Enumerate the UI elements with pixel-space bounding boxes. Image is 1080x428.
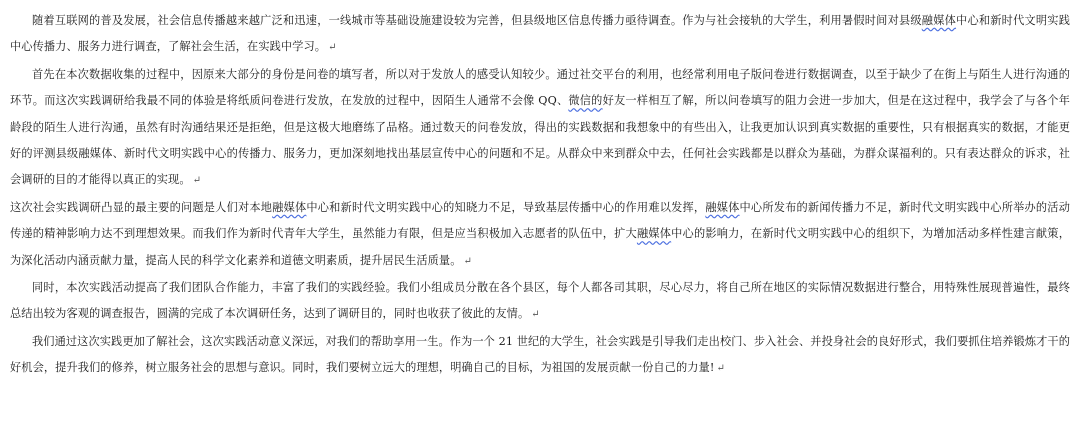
paragraph-5 (10, 329, 1070, 383)
paragraph-mark-icon: ↵ (463, 255, 472, 267)
paragraph-mark-icon: ↵ (328, 42, 337, 54)
paragraph-mark-icon: ↵ (716, 363, 725, 375)
spellcheck-underlined-term: 融媒体 (272, 200, 307, 214)
paragraph-text: 中心所发布的新闻传播力不足，新时代文明实践中心所举办的活动传递的精神影响力达不到理想效果。而我们作为新时代青年大学生，虽然能力有限，但是应当积极加入志愿者的队伍中，扩大 (10, 200, 1070, 241)
spellcheck-underlined-term: 融媒体 (636, 227, 672, 241)
paragraph-text: 中心和新时代文明实践中心传播力、服务力进行调查，了解社会生活，在实践中学习。 (10, 14, 1070, 54)
paragraph-text: 同时，本次实践活动提高了我们团队合作能力，丰富了我们的实践经验。我们小组成员分散在各个县区，每个人都各司其职，尽心尽力，将自己所在地区的实际情况数据进行整合，用特殊性展现普遍性，最终总结出较为客观的调查报告，圆满的完成了本次调研任务，达到了调研目的，同时也收获了彼此的友情。 (10, 281, 1070, 321)
paragraph-text: 首先在本次数据收集的过程中，因原来大部分的身份是问卷的填写者，所以对于发放人的感受认知较少。通过社交平台的利用，也经常利用电子版问卷进行数据调查，以至于缺少了在街上与陌生人进行沟通的环节。而这次实践调研给我最不同的体验是将纸质问卷进行发放，在发放的过程中，因陌生人通常不会像 QQ、 (10, 67, 1070, 108)
paragraph-1 (10, 8, 1070, 62)
paragraph-mark-icon: ↵ (192, 175, 202, 187)
paragraph-text: 随着互联网的普及发展，社会信息传播越来越广泛和迅速，一线城市等基础设施建设较为完善，但县级地区信息传播力亟待调查。作为与社会接轨的大学生，利用暑假时间对县级 (32, 14, 922, 27)
paragraph-3 (10, 195, 1070, 275)
spellcheck-underlined-term: 融媒体 (921, 14, 957, 27)
paragraph-text: 中心的影响力，在新时代文明实践中心的组织下，为增加活动多样性建言献策，为深化活动内涵贡献力量，提高人民的科学文化素养和道德文明素质，提升居民生活质量。 (10, 227, 1070, 267)
paragraph-text: 中心和新时代文明实践中心的知晓力不足，导致基层传播中心的作用难以发挥， (306, 200, 706, 214)
paragraph-text: 这次社会实践调研凸显的最主要的问题是人们对本地 (10, 200, 273, 214)
paragraph-text: 我们通过这次实践更加了解社会，这次实践活动意义深远，对我们的帮助享用一生。作为一个 21 世纪的大学生，社会实践是引导我们走出校门、步入社会、并投身社会的良好形式，我们要抓住培养锻炼才干的好机会，提升我们的修养，树立服务社会的思想与意识。同时，我们要树立远大的理想，明确自己的目标，为祖国的发展贡献一份自己的力量! (10, 334, 1070, 375)
paragraph-text: 好友一样相互了解，所以问卷填写的阻力会进一步加大，但是在这过程中，我学会了与各个年龄段的陌生人进行沟通，虽然有时沟通结果还是拒绝，但是这极大地磨练了品格。通过数天的问卷发放，得出的实践数据和我想象中的有些出入，让我更加认识到真实数据的重要性，只有根据真实的数据，才能更好的评测县级融媒体、新时代文明实践中心的传播力、服务力，更加深刻地找出基层宣传中心的问题和不足。从群众中来到群众中去，任何社会实践都是以群众为基础，为群众谋福利的。只有表达群众的诉求，社会调研的目的才能得以真正的实现。 (10, 94, 1070, 187)
paragraph-mark-icon: ↵ (531, 309, 540, 321)
paragraph-4 (10, 275, 1070, 329)
spellcheck-underlined-term: 融媒体 (705, 200, 740, 214)
paragraph-2 (10, 62, 1070, 195)
spellcheck-underlined-term: 微信的 (568, 94, 603, 108)
